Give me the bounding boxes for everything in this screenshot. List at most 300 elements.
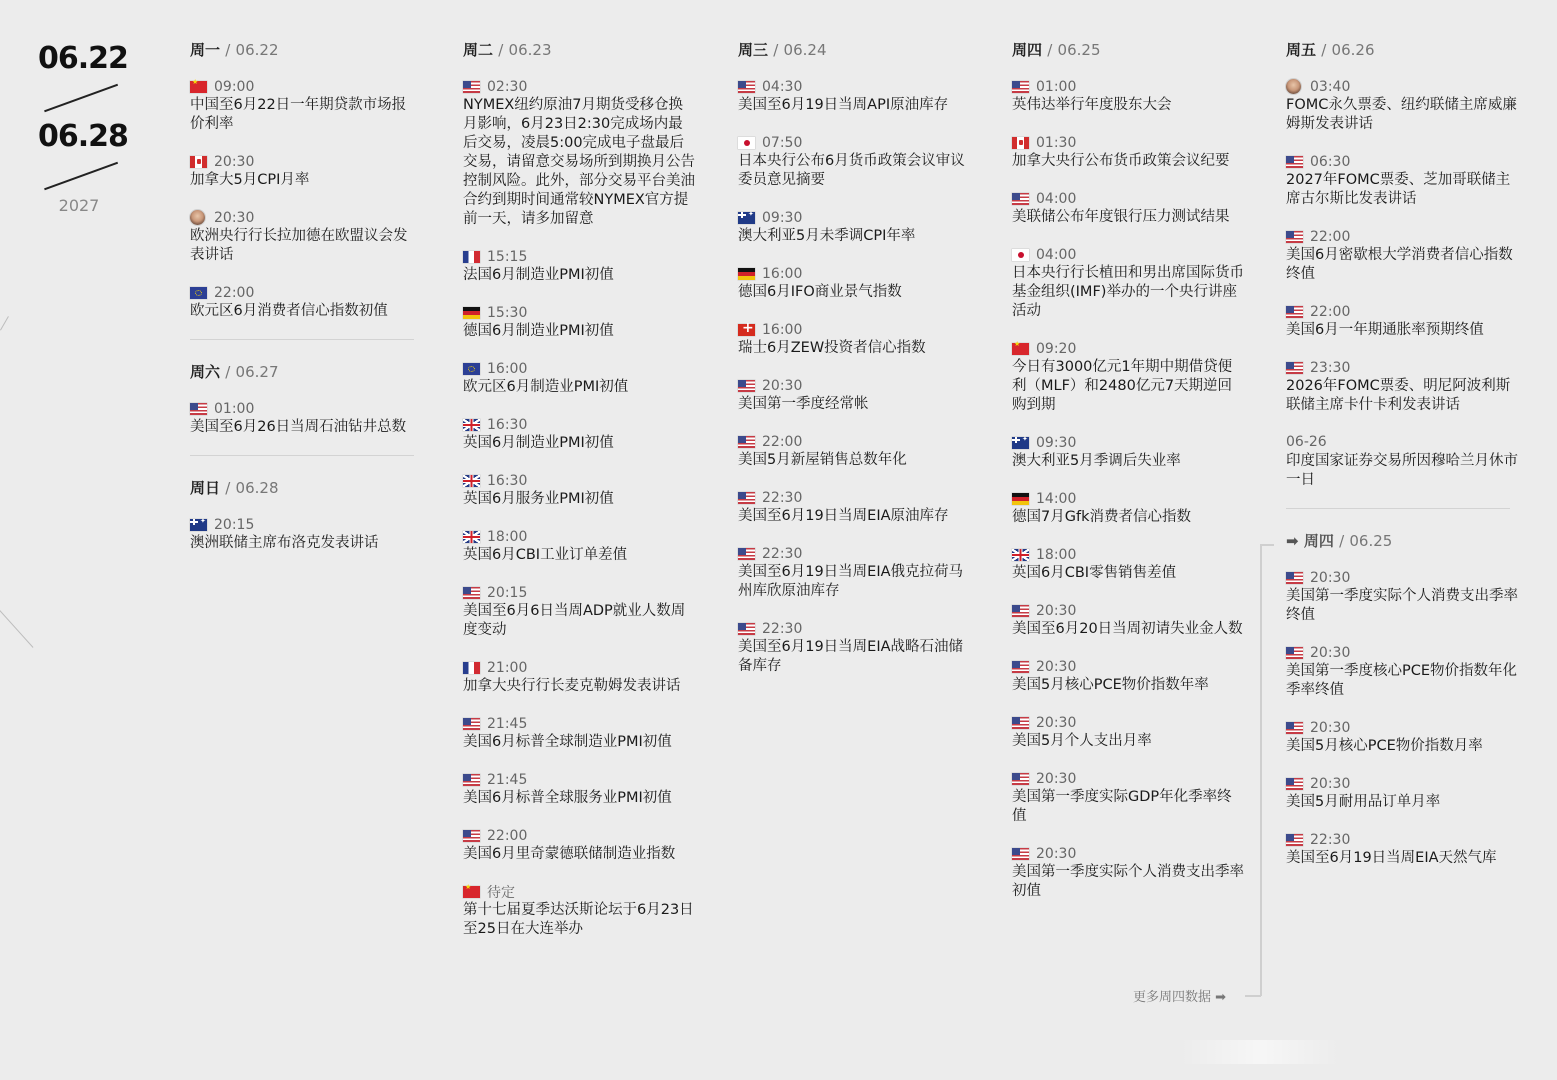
flag-ca-icon [1012, 137, 1029, 149]
event-title: 美国5月新屋销售总数年化 [738, 452, 907, 468]
event-title: 美国至6月26日当周石油钻井总数 [190, 419, 407, 435]
event-time: 20:30 [1310, 569, 1351, 586]
day-section-sat [190, 362, 420, 437]
event-time: 21:00 [487, 659, 528, 676]
flag-us-icon [1286, 306, 1303, 318]
event-time: 16:00 [762, 321, 803, 338]
day-section-fri [1286, 40, 1518, 415]
event-item[interactable] [463, 770, 695, 808]
continuation-bracket-bottom [1245, 995, 1261, 997]
event-title: 加拿大央行公布货币政策会议纪要 [1012, 153, 1230, 169]
flag-us-icon [1286, 156, 1303, 168]
event-title: 美国至6月19日当周EIA俄克拉荷马州库欣原油库存 [738, 564, 964, 599]
flag-us-icon [1286, 572, 1303, 584]
event-item[interactable] [463, 415, 695, 453]
event-time: 20:30 [762, 377, 803, 394]
flag-gb-icon [463, 475, 480, 487]
event-time: 01:00 [1036, 78, 1077, 95]
event-item[interactable] [1012, 189, 1244, 227]
event-item[interactable] [738, 376, 970, 414]
event-item[interactable] [463, 77, 695, 229]
event-item[interactable] [738, 77, 970, 115]
event-time: 22:00 [1310, 228, 1351, 245]
day-section-thu-continued [1286, 531, 1518, 868]
arrow-right-icon: ➡ [1215, 990, 1227, 1005]
divider [190, 455, 414, 456]
event-title: 美国至6月19日当周EIA战略石油储备库存 [738, 639, 964, 674]
column-4 [1012, 40, 1244, 919]
day-separator: / [1339, 532, 1345, 550]
event-title: 美联储公布年度银行压力测试结果 [1012, 209, 1230, 225]
flag-us-icon [1012, 81, 1029, 93]
column-1 [190, 40, 420, 571]
event-time: 20:15 [214, 516, 255, 533]
event-meta [1012, 245, 1244, 264]
event-time: 22:00 [762, 433, 803, 450]
event-title: 澳大利亚5月季调后失业率 [1012, 453, 1181, 469]
day-date: 06.28 [235, 479, 279, 497]
event-item[interactable] [1012, 844, 1244, 901]
event-title: 澳洲联储主席布洛克发表讲话 [190, 535, 379, 551]
event-meta [463, 658, 695, 677]
event-time: 04:00 [1036, 190, 1077, 207]
event-meta [190, 515, 420, 534]
day-date: 06.27 [235, 363, 279, 381]
flag-au-icon [738, 212, 755, 224]
event-item[interactable] [463, 359, 695, 397]
event-title: 日本央行行长植田和男出席国际货币基金组织(IMF)举办的一个央行讲座活动 [1012, 265, 1244, 319]
day-separator: / [498, 41, 504, 59]
event-meta [1286, 152, 1518, 171]
flag-au-icon [1012, 437, 1029, 449]
flag-cn-icon [190, 81, 207, 93]
event-title: 今日有3000亿元1年期中期借贷便利（MLF）和2480亿元7天期逆回购到期 [1012, 359, 1233, 413]
event-meta [190, 77, 420, 96]
speaker-avatar [190, 210, 205, 225]
day-date: 06.22 [235, 41, 279, 59]
event-time: 07:50 [762, 134, 803, 151]
event-item[interactable] [1286, 358, 1518, 415]
event-meta [738, 133, 970, 152]
event-time: 01:30 [1036, 134, 1077, 151]
event-title: 欧洲央行行长拉加德在欧盟议会发表讲话 [190, 228, 408, 263]
event-meta [463, 583, 695, 602]
day-header [190, 40, 420, 60]
event-title: 美国6月密歇根大学消费者信心指数终值 [1286, 247, 1513, 282]
column-5 [1286, 40, 1518, 886]
event-meta [190, 208, 420, 227]
event-item[interactable] [1012, 77, 1244, 115]
event-title: 美国第一季度实际GDP年化季率终值 [1012, 789, 1232, 824]
day-header [190, 478, 420, 498]
divider [1286, 508, 1510, 509]
flag-us-icon [738, 380, 755, 392]
event-meta [1012, 77, 1244, 96]
flag-jp-icon [738, 137, 755, 149]
event-meta [1286, 568, 1518, 587]
flag-us-icon [738, 436, 755, 448]
event-meta [463, 882, 695, 901]
event-time: 20:30 [1310, 644, 1351, 661]
flag-us-icon [190, 403, 207, 415]
event-title: 2026年FOMC票委、明尼阿波利斯联储主席卡什卡利发表讲话 [1286, 378, 1511, 413]
event-time: 22:00 [1310, 303, 1351, 320]
holiday-note-title: 印度国家证券交易所因穆哈兰月休市一日 [1286, 453, 1518, 488]
event-item[interactable] [463, 527, 695, 565]
event-item[interactable] [1286, 643, 1518, 700]
event-title: 瑞士6月ZEW投资者信心指数 [738, 340, 926, 356]
event-time: 09:30 [1036, 434, 1077, 451]
event-meta [738, 376, 970, 395]
day-separator: / [225, 363, 231, 381]
event-title: 美国第一季度核心PCE物价指数年化季率终值 [1286, 663, 1518, 698]
event-title: 2027年FOMC票委、芝加哥联储主席古尔斯比发表讲话 [1286, 172, 1511, 207]
event-time: 16:00 [487, 360, 528, 377]
event-meta [1012, 657, 1244, 676]
event-meta [1286, 643, 1518, 662]
event-time: 09:00 [214, 78, 255, 95]
event-time: 20:15 [487, 584, 528, 601]
day-date: 06.26 [1331, 41, 1375, 59]
event-item[interactable] [1286, 830, 1518, 868]
day-section-mon [190, 40, 420, 321]
event-title: 法国6月制造业PMI初值 [463, 267, 614, 283]
flag-us-icon [1012, 605, 1029, 617]
event-title: 加拿大央行行长麦克勒姆发表讲话 [463, 678, 681, 694]
event-item[interactable] [1012, 601, 1244, 639]
day-header [1286, 40, 1518, 60]
event-meta [738, 432, 970, 451]
event-time: 18:00 [1036, 546, 1077, 563]
flag-fr-icon [463, 662, 480, 674]
event-item[interactable] [190, 283, 420, 321]
day-date: 06.25 [1057, 41, 1101, 59]
event-item[interactable] [463, 882, 695, 939]
flag-gb-icon [463, 419, 480, 431]
event-meta [1012, 339, 1244, 358]
day-section-tue [463, 40, 695, 939]
event-time: 20:30 [214, 153, 255, 170]
event-meta [463, 303, 695, 322]
event-item[interactable] [463, 303, 695, 341]
event-time: 16:30 [487, 472, 528, 489]
event-meta [1286, 227, 1518, 246]
day-separator: / [225, 479, 231, 497]
event-time: 21:45 [487, 771, 528, 788]
event-time: 20:30 [1310, 775, 1351, 792]
event-item[interactable] [190, 208, 420, 265]
event-item[interactable] [463, 247, 695, 285]
event-item[interactable] [1012, 769, 1244, 826]
day-label: 周五 [1286, 41, 1317, 59]
speaker-avatar [1286, 79, 1301, 94]
event-meta [1286, 830, 1518, 849]
day-header [463, 40, 695, 60]
event-time: 06:30 [1310, 153, 1351, 170]
event-time: 04:00 [1036, 246, 1077, 263]
event-title: 美国至6月19日当周EIA原油库存 [738, 508, 949, 524]
flag-us-icon [738, 81, 755, 93]
date-range [38, 38, 128, 215]
event-meta [738, 77, 970, 96]
event-meta [1012, 189, 1244, 208]
event-item[interactable] [738, 619, 970, 676]
event-title: 加拿大5月CPI月率 [190, 172, 310, 188]
event-time: 21:45 [487, 715, 528, 732]
event-item[interactable] [738, 208, 970, 246]
event-meta [1012, 844, 1244, 863]
event-meta [463, 359, 695, 378]
event-title: 德国7月Gfk消费者信心指数 [1012, 509, 1191, 525]
event-time: 22:00 [487, 827, 528, 844]
event-title: 英国6月CBI零售销售差值 [1012, 565, 1177, 581]
event-meta [1012, 713, 1244, 732]
event-item[interactable] [1012, 245, 1244, 321]
event-time: 02:30 [487, 78, 528, 95]
event-title: 英国6月CBI工业订单差值 [463, 547, 628, 563]
flag-us-icon [463, 830, 480, 842]
event-meta [738, 208, 970, 227]
decorative-line [0, 610, 33, 648]
event-item[interactable] [190, 77, 420, 134]
event-title: 澳大利亚5月未季调CPI年率 [738, 228, 916, 244]
event-time: 22:30 [762, 545, 803, 562]
event-meta [1286, 77, 1518, 96]
event-meta [463, 527, 695, 546]
day-date: 06.23 [508, 41, 552, 59]
day-separator: / [225, 41, 231, 59]
event-meta [463, 77, 695, 96]
event-meta [463, 826, 695, 845]
event-meta [1286, 302, 1518, 321]
event-meta [463, 770, 695, 789]
event-meta [190, 152, 420, 171]
range-start: 06.22 [38, 41, 128, 76]
flag-us-icon [738, 492, 755, 504]
event-time: 15:15 [487, 248, 528, 265]
event-meta [1286, 358, 1518, 377]
event-item[interactable] [190, 515, 420, 553]
flag-cn-icon [463, 886, 480, 898]
continuation-bracket-top [1260, 544, 1274, 546]
event-title: 德国6月IFO商业景气指数 [738, 284, 902, 300]
event-time: 09:20 [1036, 340, 1077, 357]
event-title: 中国至6月22日一年期贷款市场报价利率 [190, 97, 407, 132]
event-meta [463, 714, 695, 733]
event-meta [190, 399, 420, 418]
flag-us-icon [1286, 647, 1303, 659]
event-title: 美国5月核心PCE物价指数年率 [1012, 677, 1209, 693]
event-title: FOMC永久票委、纽约联储主席威廉姆斯发表讲话 [1286, 97, 1517, 132]
day-section-sun [190, 478, 420, 553]
event-title: 英国6月服务业PMI初值 [463, 491, 614, 507]
flag-eu-icon [190, 287, 207, 299]
event-item[interactable] [738, 264, 970, 302]
event-item[interactable] [1286, 774, 1518, 812]
event-item[interactable] [738, 320, 970, 358]
event-item[interactable] [463, 658, 695, 696]
event-item[interactable] [190, 399, 420, 437]
event-title: 美国5月个人支出月率 [1012, 733, 1152, 749]
day-header [1012, 40, 1244, 60]
day-date: 06.24 [783, 41, 827, 59]
event-item[interactable] [1286, 302, 1518, 340]
event-time: 20:30 [214, 209, 255, 226]
event-item[interactable] [738, 488, 970, 526]
event-title: 德国6月制造业PMI初值 [463, 323, 614, 339]
event-item[interactable] [190, 152, 420, 190]
day-label: 周四 [1303, 532, 1334, 550]
day-section-thu [1012, 40, 1244, 901]
event-meta [738, 544, 970, 563]
day-separator: / [773, 41, 779, 59]
event-meta [463, 415, 695, 434]
event-meta [190, 283, 420, 302]
event-item[interactable] [1012, 339, 1244, 415]
event-item[interactable] [738, 544, 970, 601]
event-title: 美国至6月19日当周EIA天然气库 [1286, 850, 1497, 866]
event-item[interactable] [1286, 718, 1518, 756]
event-title: 英伟达举行年度股东大会 [1012, 97, 1172, 113]
event-meta [1012, 433, 1244, 452]
event-time: 01:00 [214, 400, 255, 417]
flag-us-icon [1286, 362, 1303, 374]
flag-gb-icon [463, 531, 480, 543]
event-title: 日本央行公布6月货币政策会议审议委员意见摘要 [738, 153, 965, 188]
divider [190, 339, 414, 340]
event-item[interactable] [463, 583, 695, 640]
day-label: 周日 [190, 479, 221, 497]
event-title: 美国第一季度经常帐 [738, 396, 869, 412]
event-time: 04:30 [762, 78, 803, 95]
event-time: 23:30 [1310, 359, 1351, 376]
event-time: 22:30 [762, 489, 803, 506]
range-slash [38, 158, 120, 194]
flag-ch-icon [738, 324, 755, 336]
day-label: 周六 [190, 363, 221, 381]
event-item[interactable] [1012, 433, 1244, 471]
event-item[interactable] [463, 826, 695, 864]
event-item[interactable] [738, 133, 970, 190]
event-title: 美国6月标普全球制造业PMI初值 [463, 734, 672, 750]
more-thursday-label: 更多周四数据 [1133, 990, 1212, 1005]
event-meta [738, 320, 970, 339]
day-header [190, 362, 420, 382]
event-time: 22:30 [1310, 831, 1351, 848]
day-header [738, 40, 970, 60]
flag-us-icon [463, 718, 480, 730]
event-item[interactable] [463, 714, 695, 752]
flag-us-icon [1012, 717, 1029, 729]
day-date: 06.25 [1349, 532, 1393, 550]
day-section-wed [738, 40, 970, 676]
event-title: 美国6月一年期通胀率预期终值 [1286, 322, 1484, 338]
event-item[interactable] [1286, 227, 1518, 284]
event-item[interactable] [738, 432, 970, 470]
event-title: 美国至6月20日当周初请失业金人数 [1012, 621, 1243, 637]
day-label: 周四 [1012, 41, 1043, 59]
range-slash [38, 80, 120, 116]
flag-cn-icon [1012, 343, 1029, 355]
event-title: 第十七届夏季达沃斯论坛于6月23日至25日在大连举办 [463, 902, 694, 937]
event-title: 美国第一季度实际个人消费支出季率终值 [1286, 588, 1518, 623]
flag-us-icon [1012, 193, 1029, 205]
column-2 [463, 40, 695, 957]
event-title: NYMEX纽约原油7月期货受移仓换月影响，6月23日2:30完成场内最后交易，凌晨5:00完成电子盘最后交易，请留意交易场所到期换月公告控制风险。此外，部分交易平台美油合约到期时间通常较NYMEX官方提前一天，请多加留意 [463, 97, 695, 227]
flag-us-icon [1286, 231, 1303, 243]
flag-de-icon [1012, 493, 1029, 505]
event-time: 09:30 [762, 209, 803, 226]
event-time: 18:00 [487, 528, 528, 545]
flag-us-icon [1012, 773, 1029, 785]
holiday-note [1286, 433, 1518, 490]
flag-us-icon [463, 81, 480, 93]
event-time: 20:30 [1036, 658, 1077, 675]
day-label: 周二 [463, 41, 494, 59]
event-time: 20:30 [1036, 714, 1077, 731]
event-time: 14:00 [1036, 490, 1077, 507]
event-meta [1012, 769, 1244, 788]
event-item[interactable] [1012, 713, 1244, 751]
event-item[interactable] [1012, 489, 1244, 527]
event-title: 美国5月耐用品订单月率 [1286, 794, 1441, 810]
event-time: 16:00 [762, 265, 803, 282]
event-title: 欧元区6月制造业PMI初值 [463, 379, 629, 395]
day-header [1286, 531, 1518, 551]
range-end: 06.28 [38, 119, 128, 154]
event-time: 待定 [487, 884, 515, 901]
event-item[interactable] [1286, 568, 1518, 625]
event-item[interactable] [1286, 152, 1518, 209]
arrow-right-icon: ➡ [1286, 532, 1299, 550]
flag-ca-icon [190, 156, 207, 168]
event-time: 20:30 [1036, 770, 1077, 787]
more-thursday-link[interactable] [1133, 986, 1226, 1005]
event-time: 20:30 [1036, 845, 1077, 862]
event-title: 美国6月标普全球服务业PMI初值 [463, 790, 672, 806]
event-time: 20:30 [1036, 602, 1077, 619]
event-time: 15:30 [487, 304, 528, 321]
event-meta [1286, 718, 1518, 737]
holiday-note-date: 06-26 [1286, 434, 1327, 450]
column-3 [738, 40, 970, 694]
flag-us-icon [463, 774, 480, 786]
flag-de-icon [463, 307, 480, 319]
decorative-line [0, 316, 9, 330]
flag-us-icon [1012, 848, 1029, 860]
event-time: 22:30 [762, 620, 803, 637]
flag-fr-icon [463, 251, 480, 263]
event-item[interactable] [1012, 545, 1244, 583]
event-title: 美国第一季度实际个人消费支出季率初值 [1012, 864, 1244, 899]
watermark [1180, 1040, 1340, 1064]
flag-us-icon [1286, 722, 1303, 734]
event-meta [1012, 489, 1244, 508]
event-meta [738, 619, 970, 638]
event-item[interactable] [1012, 133, 1244, 171]
event-item[interactable] [1012, 657, 1244, 695]
event-meta [1012, 545, 1244, 564]
flag-jp-icon [1012, 249, 1029, 261]
event-title: 英国6月制造业PMI初值 [463, 435, 614, 451]
event-meta [463, 471, 695, 490]
flag-us-icon [1286, 778, 1303, 790]
day-label: 周一 [190, 41, 221, 59]
event-item[interactable] [1286, 77, 1518, 134]
event-meta [738, 264, 970, 283]
event-item[interactable] [463, 471, 695, 509]
range-year: 2027 [58, 196, 100, 215]
